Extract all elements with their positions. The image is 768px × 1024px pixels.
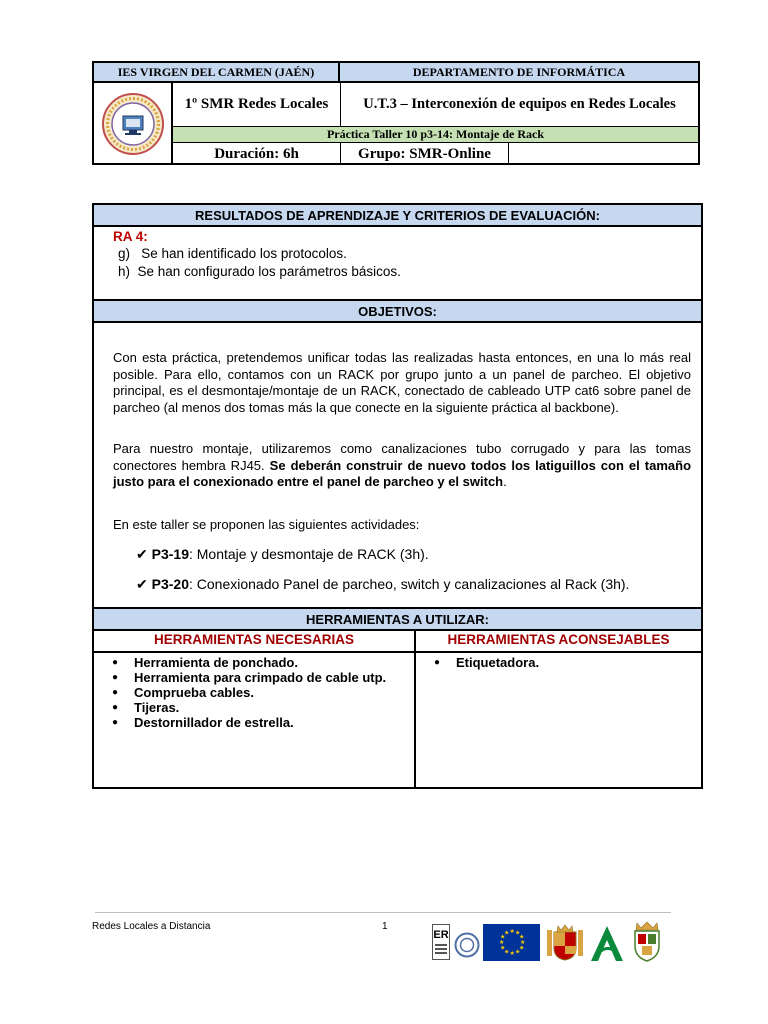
criterion-g: g) Se han identificado los protocolos. bbox=[118, 246, 347, 261]
list-item: ● Herramienta de ponchado. bbox=[106, 655, 406, 670]
divider bbox=[94, 225, 701, 227]
svg-text:★: ★ bbox=[500, 944, 506, 952]
unit-title: U.T.3 – Interconexión de equipos en Redes Locales bbox=[363, 96, 676, 112]
er-label: ER bbox=[433, 929, 449, 941]
list-item: ● Comprueba cables. bbox=[106, 685, 406, 700]
ra-label: RA 4: bbox=[113, 229, 148, 244]
svg-text:★: ★ bbox=[520, 939, 526, 946]
objectives-title: OBJETIVOS: bbox=[94, 301, 701, 321]
duration: Duración: 6h bbox=[173, 143, 341, 165]
svg-text:★: ★ bbox=[499, 939, 505, 946]
tools-title: HERRAMIENTAS A UTILIZAR: bbox=[94, 609, 701, 629]
svg-text:★: ★ bbox=[519, 933, 525, 941]
svg-text:★: ★ bbox=[515, 929, 521, 937]
p2-end-text: . bbox=[503, 474, 507, 489]
er-certification-logo bbox=[432, 924, 450, 960]
advisable-tools-title: HERRAMIENTAS ACONSEJABLES bbox=[447, 632, 670, 647]
list-item: ● Destornillador de estrella. bbox=[106, 715, 406, 730]
activity-text: : Montaje y desmontaje de RACK (3h). bbox=[188, 546, 429, 562]
svg-text:★: ★ bbox=[504, 929, 510, 937]
activity-p3-20 bbox=[136, 576, 629, 593]
svg-text:★: ★ bbox=[509, 950, 515, 957]
list-item: ● Herramienta para crimpado de cable utp. bbox=[106, 670, 399, 685]
list-item: ● Tijeras. bbox=[106, 700, 406, 715]
svg-text:★: ★ bbox=[519, 944, 525, 952]
results-title: RESULTADOS DE APRENDIZAJE Y CRITERIOS DE EVALUACIÓN: bbox=[94, 205, 701, 225]
school-logo-icon bbox=[101, 92, 165, 156]
necessary-tools-title: HERRAMIENTAS NECESARIAS bbox=[153, 632, 354, 647]
footer-text: Redes Locales a Distancia bbox=[92, 921, 211, 932]
objectives-paragraph-1: Con esta práctica, pretendemos unificar todas las realizadas hasta entonces, en una lo más real posible. Para ello, contamos con un RACK por grupo junto a un panel de parcheo. El objetivo principal, es el desmontaje/montaje de un RACK, conectado de cableado UTP cat6 sobre panel de parcheo (al menos dos tomas más la que conecte en la siguiente práctica al backbone). bbox=[113, 350, 691, 415]
andalucia-logo bbox=[588, 924, 626, 967]
page-number: 1 bbox=[382, 921, 388, 932]
school-logo bbox=[94, 83, 173, 165]
activity-code: P3-19 bbox=[151, 546, 189, 562]
group: Grupo: SMR-Online bbox=[341, 143, 509, 165]
check-icon: ✔ bbox=[136, 546, 148, 562]
school-name: IES VIRGEN DEL CARMEN (JAÉN) bbox=[94, 63, 340, 83]
iqnet-logo bbox=[454, 932, 480, 963]
activities-intro: En este taller se proponen las siguientes actividades: bbox=[113, 517, 420, 532]
content-table bbox=[92, 203, 703, 789]
svg-text:★: ★ bbox=[500, 933, 506, 941]
svg-text:★: ★ bbox=[509, 928, 515, 935]
list-item: ● Etiquetadora. bbox=[428, 655, 688, 670]
necessary-tools-list bbox=[106, 655, 406, 730]
eu-flag-logo bbox=[483, 924, 540, 966]
course-title: 1º SMR Redes Locales bbox=[173, 83, 341, 126]
divider bbox=[94, 321, 701, 323]
header-table bbox=[92, 61, 700, 165]
advisable-tools-list bbox=[428, 655, 688, 670]
municipal-coat-of-arms-icon bbox=[630, 920, 664, 962]
practice-title: Práctica Taller 10 p3-14: Montaje de Rack bbox=[173, 126, 698, 143]
empty-cell bbox=[509, 143, 698, 165]
svg-text:★: ★ bbox=[515, 948, 521, 956]
divider bbox=[94, 629, 701, 631]
municipal-coat-of-arms-logo bbox=[630, 920, 664, 967]
svg-text:★: ★ bbox=[504, 948, 510, 956]
activity-text: : Conexionado Panel de parcheo, switch y canalizaciones al Rack (3h). bbox=[188, 576, 630, 592]
criterion-h: h) Se han configurado los parámetros básicos. bbox=[118, 264, 401, 279]
objectives-paragraph-2 bbox=[113, 441, 691, 491]
activity-code: P3-20 bbox=[151, 576, 189, 592]
check-icon: ✔ bbox=[136, 576, 148, 592]
department-name: DEPARTAMENTO DE INFORMÁTICA bbox=[340, 63, 698, 83]
spain-coat-of-arms-logo bbox=[545, 924, 585, 967]
p2-bold-text: Se deberán construir de nuevo todos los latiguillos con el tamaño justo para el conexionado entre el panel de parcheo y el switch bbox=[113, 457, 692, 489]
eu-flag-icon bbox=[483, 924, 540, 961]
divider bbox=[94, 651, 701, 653]
column-divider bbox=[414, 629, 416, 789]
p2-normal-text: Para nuestro montaje, utilizaremos como canalizaciones tubo corrugado y para las tomas conectores hembra RJ45. bbox=[113, 441, 691, 473]
footer-rule bbox=[95, 912, 671, 913]
spain-coat-of-arms-icon bbox=[545, 924, 585, 962]
iqnet-icon bbox=[454, 932, 480, 958]
activity-p3-19 bbox=[136, 546, 429, 563]
andalucia-a-icon bbox=[588, 924, 626, 962]
